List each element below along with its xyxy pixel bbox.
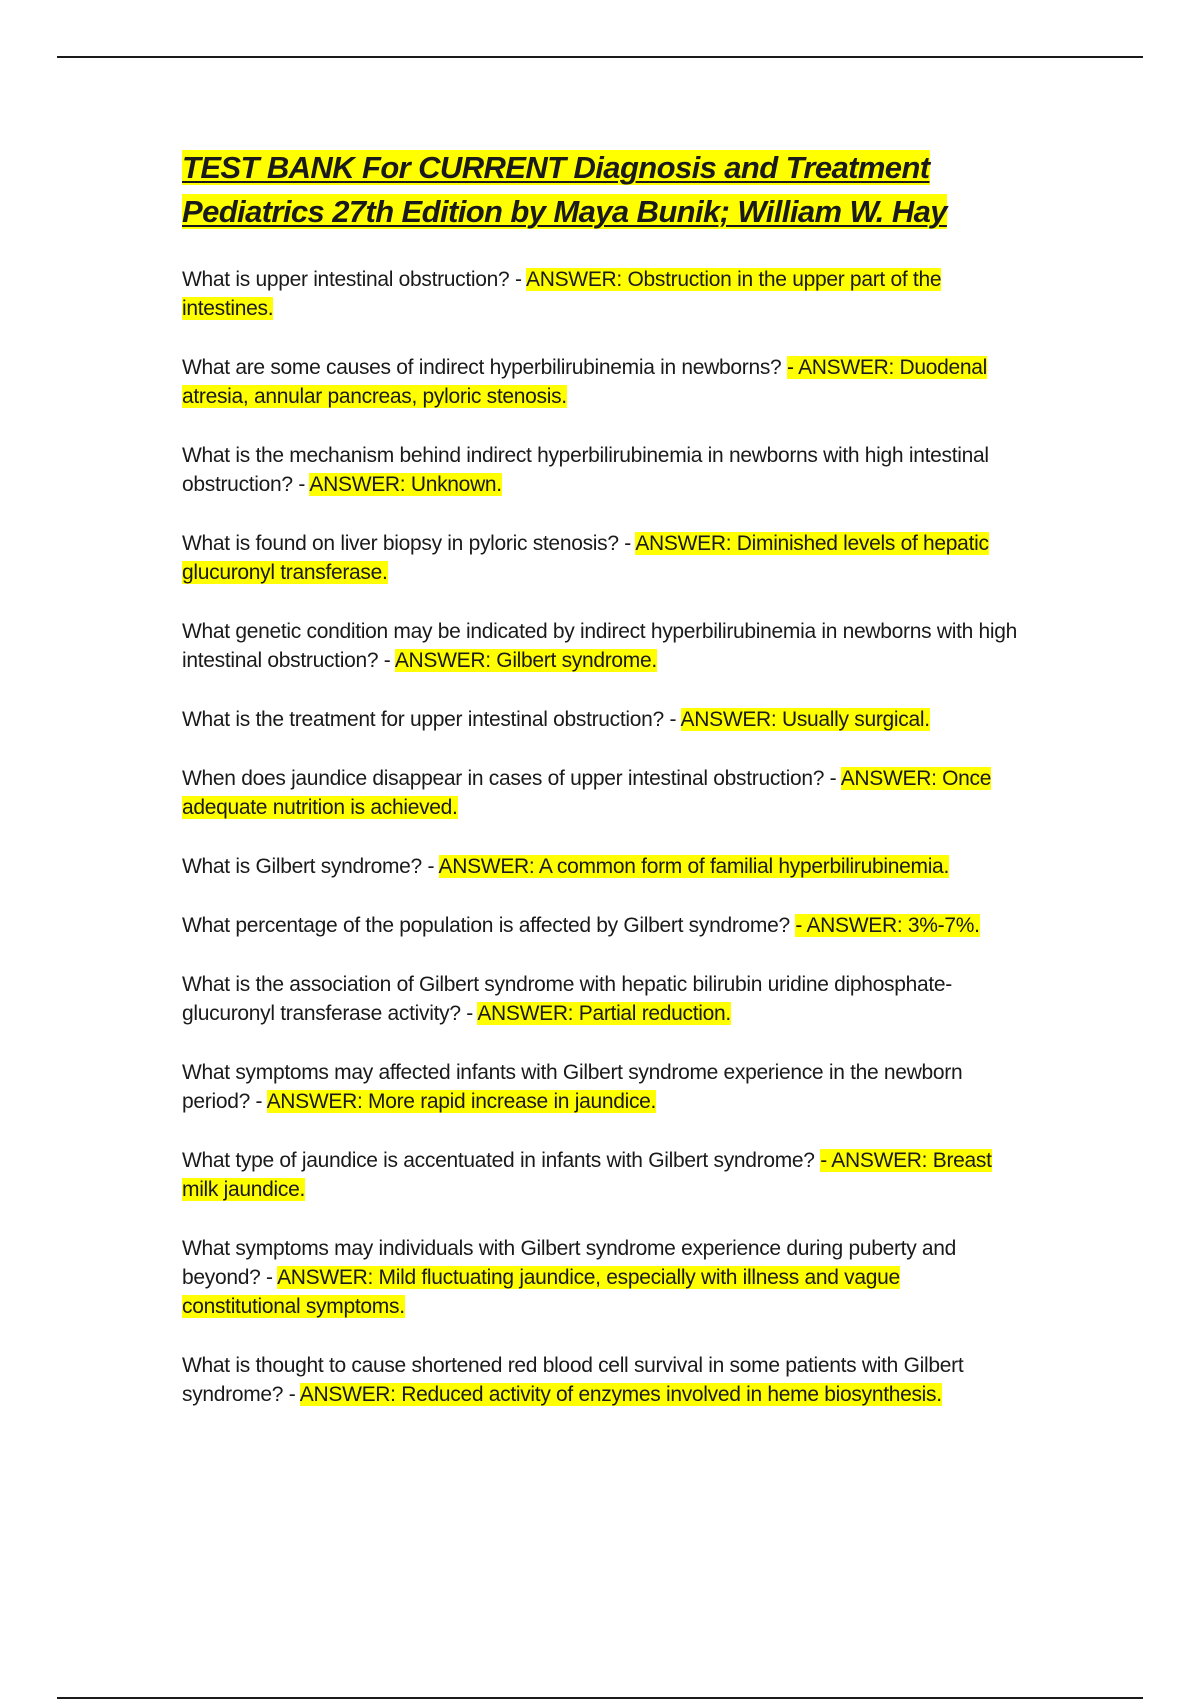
question-text: What percentage of the population is affected by Gilbert syndrome? — [182, 914, 790, 937]
answer-text: - ANSWER: 3%-7%. — [795, 914, 980, 937]
question-text: What symptoms may affected infants with Gilbert syndrome experience in the newborn period? — [182, 1061, 963, 1113]
answer-text: ANSWER: Mild fluctuating jaundice, especially with illness and vague constitutional symptoms. — [182, 1266, 900, 1318]
document-title — [182, 146, 1022, 234]
answer-text: ANSWER: A common form of familial hyperbilirubinemia. — [438, 855, 949, 878]
answer-text: - ANSWER: Breast milk jaundice. — [182, 1149, 992, 1201]
answer-text: ANSWER: Once adequate nutrition is achieved. — [182, 767, 992, 819]
answer-separator: - — [421, 855, 439, 878]
top-rule — [57, 56, 1143, 58]
answer-text: ANSWER: Partial reduction. — [477, 1002, 731, 1025]
qa-item — [182, 1058, 1022, 1116]
qa-item — [182, 1146, 1022, 1204]
question-text: When does jaundice disappear in cases of upper intestinal obstruction? — [182, 767, 825, 790]
answer-separator: - — [260, 1266, 278, 1289]
question-text: What is the treatment for upper intestinal obstruction? — [182, 708, 664, 731]
answer-text: - ANSWER: Duodenal atresia, annular pancreas, pyloric stenosis. — [182, 356, 988, 408]
answer-text: ANSWER: Reduced activity of enzymes involved in heme biosynthesis. — [299, 1383, 942, 1406]
bottom-rule — [57, 1697, 1143, 1699]
answer-text: ANSWER: Diminished levels of hepatic glucuronyl transferase. — [182, 532, 989, 584]
qa-item — [182, 441, 1022, 499]
qa-item — [182, 852, 1022, 881]
question-text: What are some causes of indirect hyperbilirubinemia in newborns? — [182, 356, 782, 379]
qa-item — [182, 265, 1022, 323]
question-text: What type of jaundice is accentuated in infants with Gilbert syndrome? — [182, 1149, 815, 1172]
question-text: What is Gilbert syndrome? — [182, 855, 422, 878]
qa-item — [182, 705, 1022, 734]
question-text: What is the association of Gilbert syndrome with hepatic bilirubin uridine diphosphate-glucuronyl transferase activity? — [182, 973, 952, 1025]
qa-item — [182, 529, 1022, 587]
answer-separator: - — [460, 1002, 478, 1025]
answer-text: ANSWER: Obstruction in the upper part of the intestines. — [182, 268, 942, 320]
document-title-text: TEST BANK For CURRENT Diagnosis and Treatment Pediatrics 27th Edition by Maya Bunik; William W. Hay — [182, 150, 947, 229]
qa-item — [182, 1234, 1022, 1321]
answer-separator: - — [509, 268, 527, 291]
question-text: What genetic condition may be indicated by indirect hyperbilirubinemia in newborns with high intestinal obstruction? — [182, 620, 1018, 672]
qa-item — [182, 970, 1022, 1028]
qa-list — [182, 265, 1022, 1409]
answer-separator: - — [292, 473, 310, 496]
question-text: What is upper intestinal obstruction? — [182, 268, 510, 291]
answer-text: ANSWER: Usually surgical. — [680, 708, 930, 731]
answer-separator: - — [824, 767, 841, 790]
answer-text: ANSWER: Unknown. — [309, 473, 502, 496]
answer-text: ANSWER: Gilbert syndrome. — [394, 649, 657, 672]
qa-item — [182, 353, 1022, 411]
document-body — [182, 146, 1022, 1439]
qa-item — [182, 764, 1022, 822]
qa-item — [182, 617, 1022, 675]
answer-text: ANSWER: More rapid increase in jaundice. — [266, 1090, 657, 1113]
answer-separator: - — [283, 1383, 300, 1406]
question-text: What is the mechanism behind indirect hyperbilirubinemia in newborns with high intestinal obstruction? — [182, 444, 989, 496]
qa-item — [182, 1351, 1022, 1409]
question-text: What is thought to cause shortened red blood cell survival in some patients with Gilbert syndrome? — [182, 1354, 964, 1406]
qa-item — [182, 911, 1022, 940]
answer-separator: - — [663, 708, 681, 731]
question-text: What is found on liver biopsy in pyloric stenosis? — [182, 532, 619, 555]
answer-separator: - — [378, 649, 395, 672]
answer-separator: - — [618, 532, 636, 555]
answer-separator: - — [249, 1090, 267, 1113]
question-text: What symptoms may individuals with Gilbert syndrome experience during puberty and beyond? — [182, 1237, 957, 1289]
